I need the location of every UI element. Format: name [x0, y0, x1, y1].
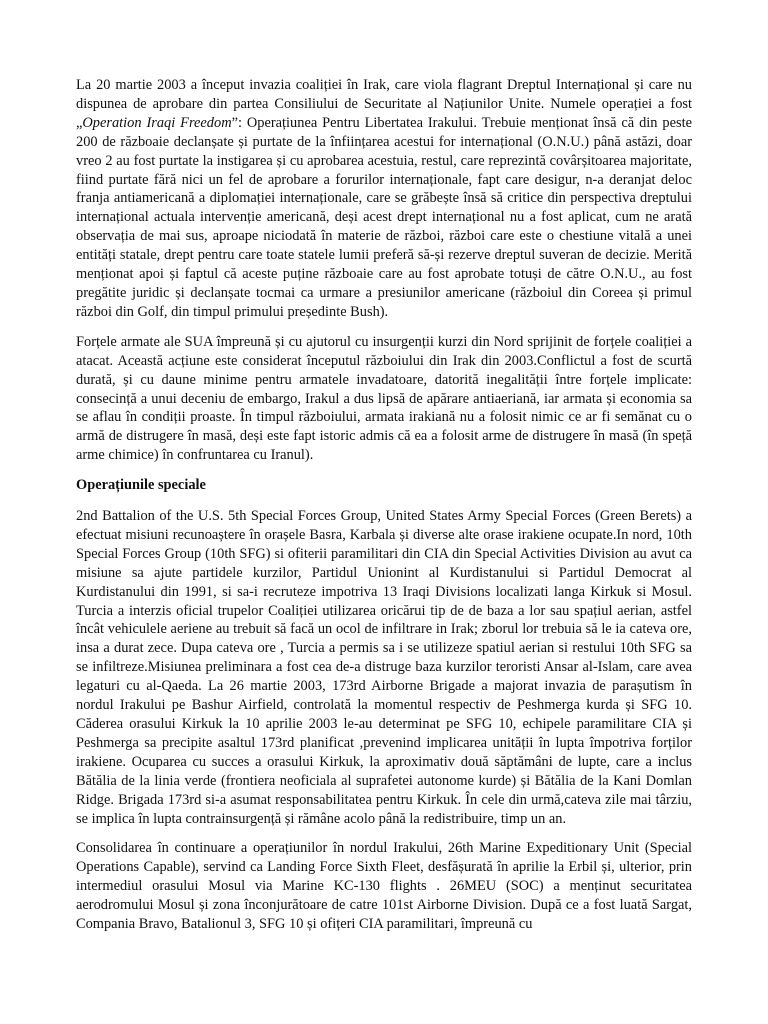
operation-title: Operation Iraqi Freedom — [82, 114, 232, 131]
paragraph-invasion-intro — [76, 76, 692, 322]
paragraph-special-forces: 2nd Battalion of the U.S. 5th Special Forces Group, United States Army Special Forces (Green Berets) a efectuat misiuni recunoaștere în orașele Basra, Karbala și diverse alte orase irakiene ocupate.In nord, 10th Special Forces Group (10th SFG) si ofiterii paramilitari din CIA din Special Activities Division au avut ca misiune sa ajute partidele kurzilor, Partidul Unionint al Kurdistanului si Partidul Democrat al Kurdistanului din 1991, si sa-i recruteze impotriva 13 Iraqi Divisions localizati langa Kirkuk si Mosul. Turcia a interzis oficial trupelor Coaliției utilizarea oricărui tip de de baza a lor sau spațiul aerian, astfel încât vehiculele aeriene au trebuit să facă un ocol de infiltrare in Irak; zborul lor trebuia să le ia cateva ore, insa a durat zece. Dupa cateva ore , Turcia a permis sa i se utilizeze spatiul aerian si restului 10th SFG sa se infiltreze.Misiunea preliminara a fost cea de-a distruge baza kurzilor teroristi Ansar al-Islam, care avea legaturi cu al-Qaeda. La 26 martie 2003, 173rd Airborne Brigade a majorat invazia de parașutism în nordul Irakului pe Bashur Airfield, controlată la momentul respectiv de Peshmerga kurda și SFG 10. Căderea orasului Kirkuk la 10 aprilie 2003 le-au determinat pe SFG 10, echipele paramilitare CIA și Peshmerga sa precipite asaltul 173rd planificat ,prevenind implicarea unității în lupta împotriva forților irakiene. Ocuparea cu succes a orasului Kirkuk, la aproximativ două săptămâni de lupte, care a inclus Bătălia de la linia verde (frontiera neoficiala al suprafetei autonome kurde) și Bătălia de la Kani Domlan Ridge. Brigada 173rd si-a asumat responsabilitatea pentru Kirkuk. În cele din urmă,cateva zile mai târziu, se implica în lupta contrainsurgență și rămâne acolo până la redistribuire, timp un an. — [76, 508, 692, 827]
section-heading-special-operations: Operațiunile speciale — [76, 477, 206, 494]
paragraph-northern-consolidation: Consolidarea în continuare a operațiunilor în nordul Irakului, 26th Marine Expeditionary Unit (Special Operations Capable), servind ca Landing Force Sixth Fleet, desfășurată în aprilie la Erbil și, ulterior, prin intermediul orasului Mosul via Marine KC-130 flights . 26MEU (SOC) a menținut securitatea aerodromului Mosul și zona înconjurătoare de catre 101st Airborne Division. După ce a fost luată Sargat, Compania Bravo, Batalionul 3, SFG 10 și ofițeri CIA paramilitari, împreună cu — [76, 840, 692, 933]
document-page — [76, 76, 692, 945]
paragraph-invasion-intro-start: La 20 martie 2003 a început invazia coaliției în Irak, care viola flagrant Dreptul Internațional și care nu dispunea de aprobare din partea Consiliului de Securitate al Națiunilor Unite. Numele operației a fost „ — [76, 77, 692, 131]
paragraph-invasion-intro-end: ”: Operațiunea Pentru Libertatea Irakului. Trebuie menționat însă că din peste 200 de războaie declanșate și purtate de la înființarea acestui for internațional (O.N.U.) până astăzi, doar vreo 2 au fost purtate la instigarea și cu aprobarea acestuia, restul, care reprezintă covârșitoarea majoritate, fiind purtate fără nici un fel de aprobare a forurilor internaționale, fapt care desigur, n-a deranjat deloc franja antiamericană a diplomației internaționale, care se grăbește însă să critice din perspectiva dreptului internațional actuala intervenție americană, deși acest drept internațional nu a fost aplicat, cum ne arată observația de mai sus, aproape niciodată în materie de război, război care este o chestiune vitală a unei entități statale, drept pentru care toate statele lumii preferă să-și rezerve dreptul suveran de decizie. Merită menționat apoi și faptul că aceste puține războaie care au fost aprobate totuși de către O.N.U., au fost pregătite juridic și declanșate tocmai ca urmare a presiunilor americane (războiul din Coreea și primul război din Golf, din timpul primului președinte Bush). — [76, 114, 692, 320]
paragraph-us-forces: Forțele armate ale SUA împreună și cu ajutorul cu insurgenții kurzi din Nord sprijinit de forțele coaliției a atacat. Această acțiune este considerat începutul războiului din Irak din 2003.Conflictul a fost de scurtă durată, și cu daune minime pentru armatele invadatoare, datorită inegalității între forțele implicate: consecință a unui deceniu de embargo, Irakul a dus lipsă de apărare antiaeriană, iar armata și economia sa se aflau în condiții proaste. În timpul războiului, armata irakiană nu a folosit nimic ce ar fi semănat cu o armă de distrugere în masă, deși este fapt istoric admis că ea a folosit arme de distrugere în masă (în speță arme chimice) în confruntarea cu Iranul). — [76, 333, 692, 464]
